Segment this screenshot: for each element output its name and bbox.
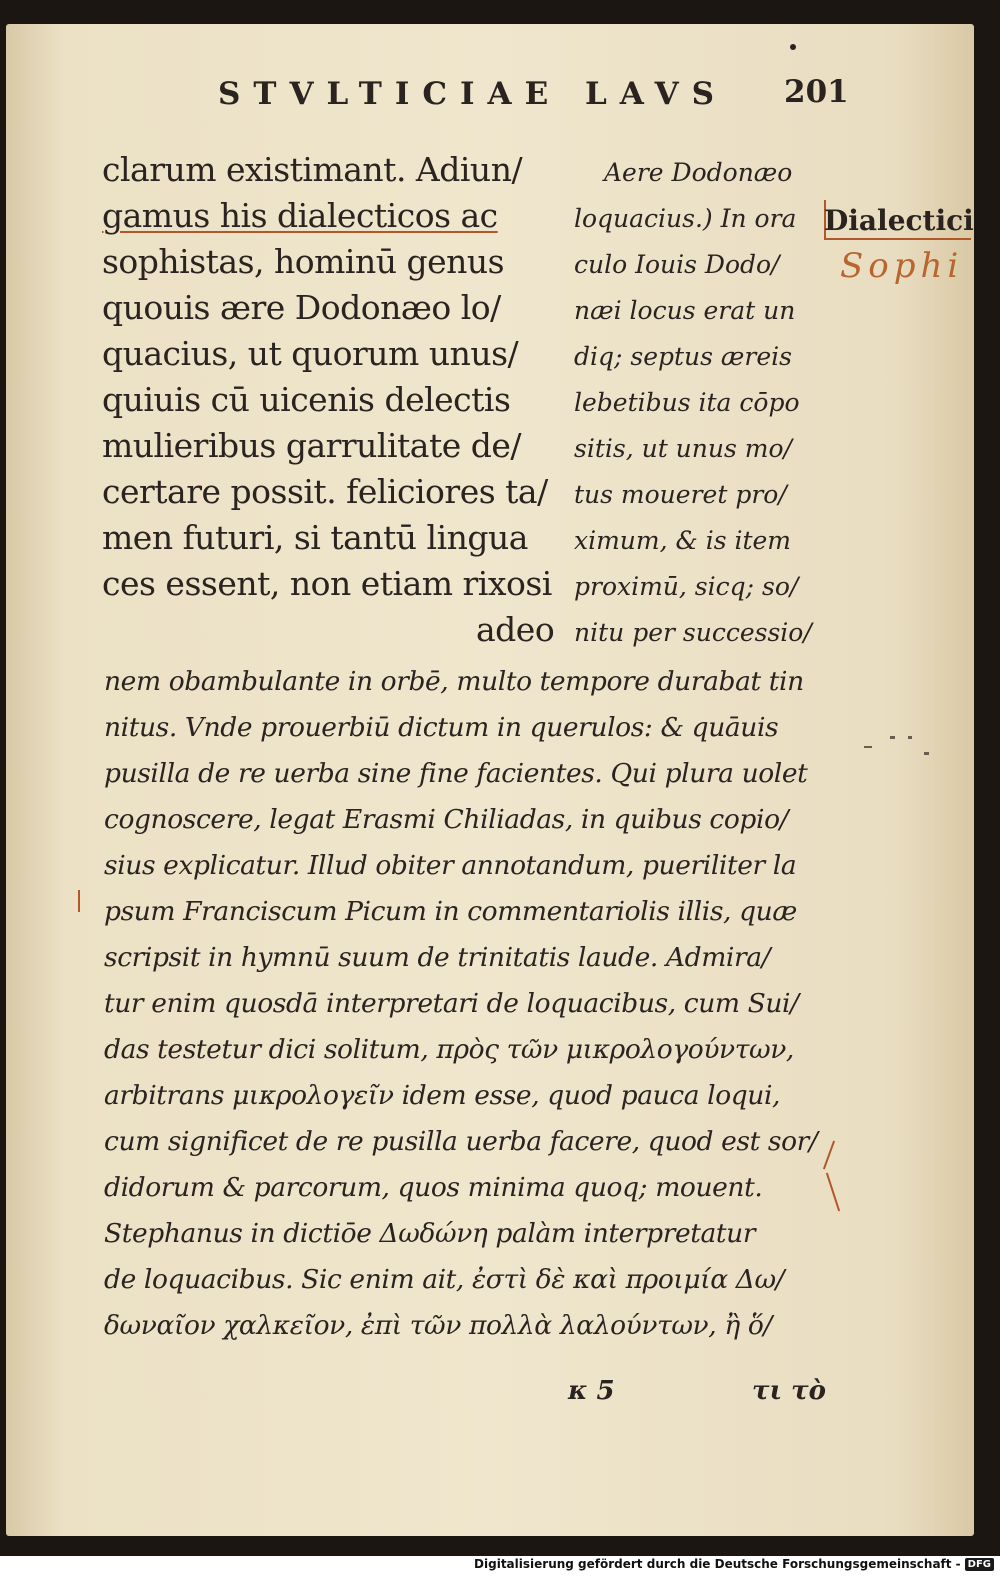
- gloss-line: sitis, ut unus mo/: [574, 434, 792, 463]
- digitization-credit: [474, 1557, 994, 1571]
- gloss-line: næi locus erat un: [574, 296, 796, 325]
- commentary-line: pusilla de re uerba sine fine facientes. Qui plura uolet: [104, 758, 808, 789]
- main-text-line: men futuri, si tantū lingua: [102, 518, 528, 557]
- credit-text: Digitalisierung gefördert durch die Deutsche Forschungsgemeinschaft -: [474, 1557, 961, 1571]
- main-text-line: sophistas, hominū genus: [102, 242, 505, 281]
- main-text-line: mulieribus garrulitate de/: [102, 426, 522, 465]
- red-tick-mark: [78, 890, 80, 912]
- commentary-line: de loquacibus. Sic enim ait, ἐστὶ δὲ καὶ προιμία Δω/: [104, 1264, 785, 1295]
- commentary-line: cum significet de re pusilla uerba facere, quod est sor/: [104, 1126, 818, 1157]
- commentary-line: δωναῖον χαλκεῖον, ἐπὶ τῶν πολλὰ λαλούντων, ἢ ὅ/: [104, 1310, 772, 1341]
- main-text-line: quacius, ut quorum unus/: [102, 334, 519, 373]
- page-content: [6, 24, 974, 1536]
- commentary-line: nem obambulante in orbē, multo tempore durabat tin: [104, 666, 804, 697]
- ink-dot: [790, 44, 796, 50]
- pencil-mark: [864, 746, 872, 748]
- gloss-line: diq; septus æreis: [574, 342, 792, 371]
- gloss-line: tus moueret pro/: [574, 480, 787, 509]
- running-head: STVLTICIAE LAVS: [218, 76, 728, 112]
- pencil-mark: [890, 736, 895, 739]
- gloss-line: lebetibus ita cōpo: [574, 388, 800, 417]
- commentary-line: arbitrans μικρολογεῖν idem esse, quod pauca loqui,: [104, 1080, 781, 1111]
- dfg-logo: DFG: [965, 1558, 994, 1571]
- commentary-line: nitus. Vnde prouerbiū dictum in querulos: & quāuis: [104, 712, 779, 743]
- red-bracket-mark: [823, 1141, 835, 1170]
- margin-note-dialectici: Dialectici: [824, 204, 974, 237]
- margin-underline: [826, 238, 971, 240]
- page-number: 201: [784, 74, 849, 110]
- pencil-mark: [908, 736, 912, 739]
- main-text-line: quiuis cū uicenis delectis: [102, 380, 511, 419]
- red-bracket-mark: [826, 1173, 840, 1212]
- main-text-line: quouis ære Dodonæo lo/: [102, 288, 501, 327]
- commentary-line: tur enim quosdā interpretari de loquacibus, cum Sui/: [104, 988, 799, 1019]
- catchword: τι τὸ: [752, 1376, 826, 1406]
- gloss-line: proximū, sicq; so/: [574, 572, 799, 601]
- gloss-line: Aere Dodonæo: [604, 158, 793, 187]
- gloss-line: culo Iouis Dodo/: [574, 250, 780, 279]
- main-text-line: clarum existimant. Adiun/: [102, 150, 523, 189]
- commentary-line: scripsit in hymnū suum de trinitatis laude. Admira/: [104, 942, 771, 973]
- commentary-line: cognoscere, legat Erasmi Chiliadas, in quibus copio/: [104, 804, 789, 835]
- commentary-line: das testetur dici solitum, πρὸς τῶν μικρολογούντων,: [104, 1034, 794, 1065]
- commentary-line: didorum & parcorum, quos minima quoq; mouent.: [104, 1172, 763, 1203]
- gloss-line: ximum, & is item: [574, 526, 792, 555]
- main-text-line: adeo: [476, 610, 555, 649]
- gloss-line: loquacius.) In ora: [574, 204, 797, 233]
- main-text-line: ces essent, non etiam rixosi: [102, 564, 552, 603]
- commentary-line: psum Franciscum Picum in commentariolis illis, quæ: [104, 896, 797, 927]
- main-text-line: certare possit. feliciores ta/: [102, 472, 548, 511]
- commentary-line: Stephanus in dictiōe Δωδώνη palàm interpretatur: [104, 1218, 756, 1249]
- commentary-line: sius explicatur. Illud obiter annotandum, pueriliter la: [104, 850, 797, 881]
- book-page: [6, 24, 974, 1536]
- gloss-line: nitu per successio/: [574, 618, 812, 647]
- signature-mark: κ 5: [568, 1376, 615, 1406]
- handwritten-note: Sophi: [840, 246, 964, 286]
- main-text-line: gamus his dialecticos ac: [102, 196, 498, 235]
- pencil-mark: [924, 752, 929, 755]
